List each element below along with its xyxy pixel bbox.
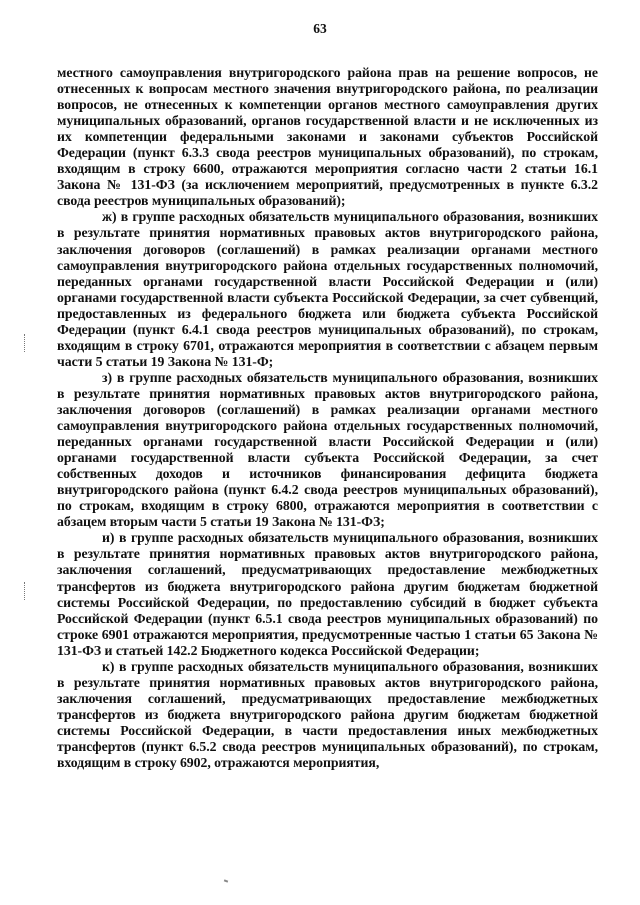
paragraph-item-i: и) в группе расходных обязательств муниципального образования, возникших в результате принятия нормативных правовых актов внутригородского района, заключения соглашений, предусматривающих предоставление межбюджетных трансфертов из бюджета внутригородского района другим бюджетам бюджетной системы Российской Федерации, по предоставлению субсидий в бюджет субъекта Российской Федерации (пункт 6.5.1 свода реестров муниципальных образований) по строке 6901 отражаются мероприятия, предусмотренные частью 1 статьи 65 Закона № 131-ФЗ и статьей 142.2 Бюджетного кодекса Российской Федерации; [57, 530, 598, 658]
scan-speck [224, 879, 228, 882]
document-body [57, 65, 598, 771]
page-number: 63 [313, 21, 327, 36]
paragraph-item-z: з) в группе расходных обязательств муниципального образования, возникших в результате принятия нормативных правовых актов внутригородского района, заключения договоров (соглашений) в рамках реализации органами местного самоуправления внутригородского района отдельных государственных полномочий, переданных органами государственной власти Российской Федерации и (или) органами государственной власти субъекта Российской Федерации, за счет собственных доходов и источников финансирования дефицита бюджета внутригородского района (пункт 6.4.2 свода реестров муниципальных образований), по строкам, входящим в строку 6800, отражаются мероприятия в соответствии с абзацем вторым части 5 статьи 19 Закона № 131-ФЗ; [57, 369, 598, 530]
margin-scan-mark [24, 582, 27, 600]
paragraph-item-k: к) в группе расходных обязательств муниципального образования, возникших в результате принятия нормативных правовых актов внутригородского района, заключения соглашений, предусматривающих предоставление межбюджетных трансфертов из бюджета внутригородского района другим бюджетам бюджетной системы Российской Федерации, в части предоставления иных межбюджетных трансфертов (пункт 6.5.2 свода реестров муниципальных образований), по строкам, входящим в строку 6902, отражаются мероприятия, [57, 658, 598, 771]
paragraph-continuation: местного самоуправления внутригородского района прав на решение вопросов, не отнесенных к вопросам местного значения внутригородского района, по реализации вопросов, не отнесенных к компетенции органов местного самоуправления других муниципальных образований, органов государственной власти и не исключенных из их компетенции федеральными законами и законами субъектов Российской Федерации (пункт 6.3.3 свода реестров муниципальных образований), по строкам, входящим в строку 6600, отражаются мероприятия согласно части 2 статьи 16.1 Закона № 131-ФЗ (за исключением мероприятий, предусмотренных в пункте 6.3.2 свода реестров муниципальных образований); [57, 65, 598, 209]
paragraph-item-zh: ж) в группе расходных обязательств муниципального образования, возникших в результате принятия нормативных правовых актов внутригородского района, заключения договоров (соглашений) в рамках реализации органами местного самоуправления внутригородского района отдельных государственных полномочий, переданных органами государственной власти Российской Федерации и (или) органами государственной власти субъекта Российской Федерации, за счет субвенций, предоставленных из федерального бюджета или бюджета субъекта Российской Федерации (пункт 6.4.1 свода реестров муниципальных образований), по строкам, входящим в строку 6701, отражаются мероприятия в соответствии с абзацем первым части 5 статьи 19 Закона № 131-Ф; [57, 209, 598, 369]
margin-scan-mark [24, 334, 27, 352]
